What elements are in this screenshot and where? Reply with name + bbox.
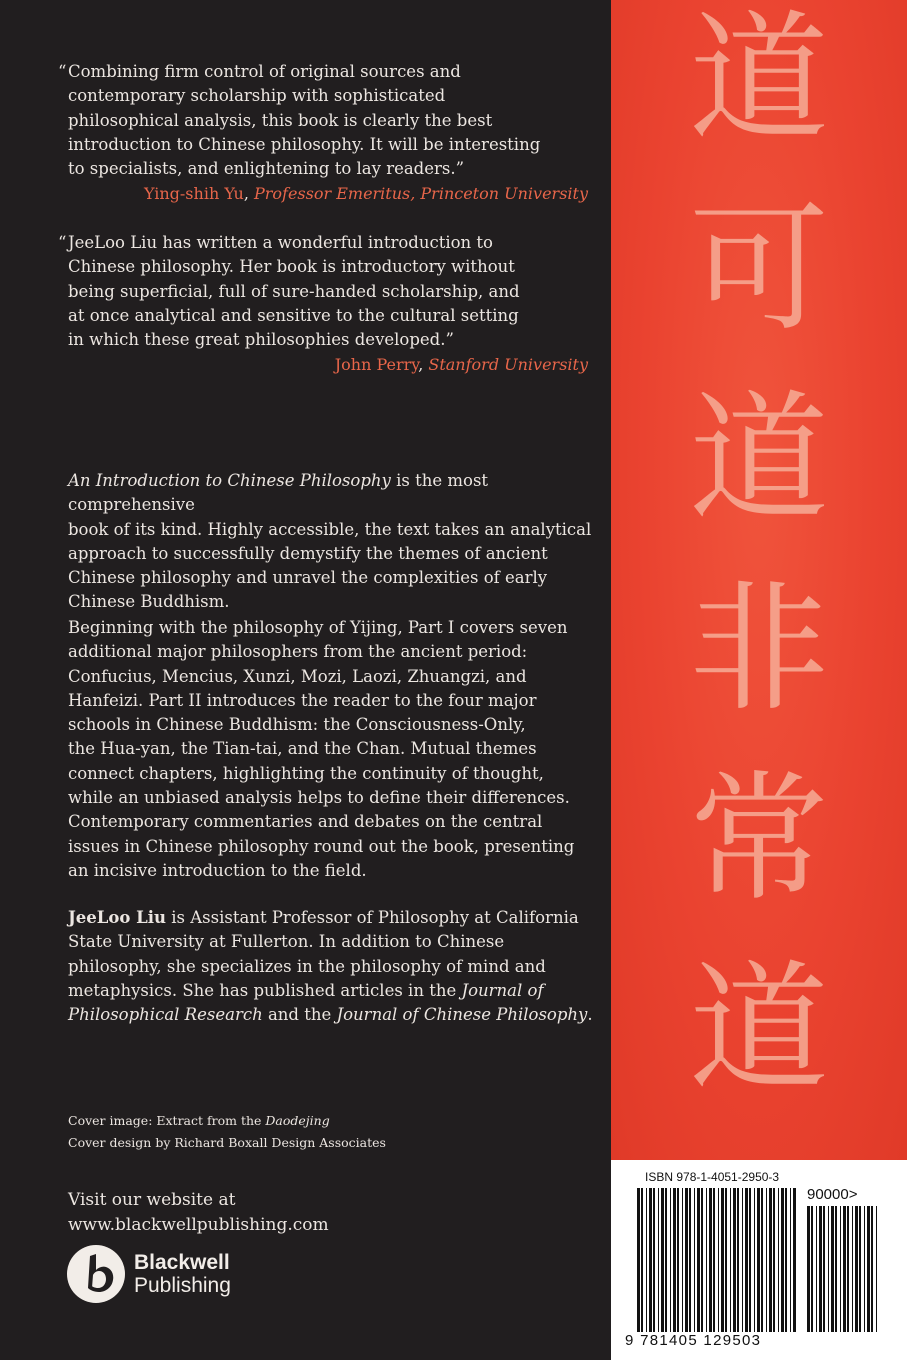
barcode-bar [807,1206,810,1332]
barcode-bar [713,1188,715,1332]
calligraphy-character: 可 [688,188,829,351]
barcode-bar [697,1188,700,1332]
bio-line: State University at Fullerton. In addition to Chinese [68,932,505,952]
endorsement-quote-2 [58,231,588,378]
barcode-bar [778,1188,779,1332]
website-url[interactable]: www.blackwellpublishing.com [68,1215,329,1235]
ean-digits: 9 781405 129503 [625,1332,762,1349]
cover-image-title: Daodejing [265,1113,330,1128]
barcode-bar [646,1188,647,1332]
book-contents-paragraph [68,616,574,883]
barcode-bar [653,1188,655,1332]
contents-line: issues in Chinese philosophy round out the book, presenting [68,836,575,856]
calligraphy-character: 道 [688,0,829,161]
barcode-bar [749,1188,751,1332]
bio-line: philosophy, she specializes in the philosophy of mind and [68,956,546,976]
barcode-bar [689,1188,691,1332]
publisher-name: Blackwell [134,1251,230,1274]
barcode-bar [766,1188,767,1332]
quote-line: to specialists, and enlightening to lay readers.” [68,159,465,179]
journal-title: Philosophical Research [68,1005,263,1025]
endorser-affiliation: Professor Emeritus, Princeton University [253,184,588,204]
barcode-bar [682,1188,683,1332]
barcode-bar [811,1206,813,1332]
calligraphy-character: 常 [688,758,829,921]
barcode-bar [641,1188,643,1332]
barcode-bar [816,1206,817,1332]
contents-line: an incisive introduction to the field. [68,860,367,880]
description-line: Chinese philosophy and unravel the complexities of early [68,568,548,588]
barcode-bar [745,1188,748,1332]
contents-line: Hanfeizi. Part II introduces the reader to the four major [68,690,537,710]
barcode-bar [733,1188,736,1332]
contents-line: Beginning with the philosophy of Yijing, Part I covers seven [68,618,568,637]
barcode-bar [754,1188,755,1332]
quote-line: being superficial, full of sure-handed scholarship, and [68,281,520,301]
quote-line: JeeLoo Liu has written a wonderful introduction to [68,233,493,252]
author-name: JeeLoo Liu [68,908,167,927]
barcode-bar [867,1206,870,1332]
author-bio: JeeLoo Liu is Assistant Professor of Philosophy at California State University at Fullerton. In addition to Chinese philosophy, she specializes in the philosophy of mind and metaphysics. She has published articles in the Journal of Philosophical Research and the Journal of Chinese Philosophy. [68,908,593,1025]
barcode-bar [649,1188,652,1332]
quote-line: in which these great philosophies developed.” [68,330,454,350]
description-line: book of its kind. Highly accessible, the text takes an analytical [68,519,592,539]
barcode-bar [694,1188,695,1332]
endorser-affiliation: Stanford University [428,355,588,375]
barcode-bar [709,1188,712,1332]
open-quote-mark: “ [58,62,67,81]
barcode-bar [819,1206,822,1332]
barcode-bar [769,1188,772,1332]
barcode-bar [864,1206,865,1332]
quote-line: Combining firm control of original sources and [68,62,461,81]
quote-line: contemporary scholarship with sophisticated [68,86,446,106]
barcode-bar [859,1206,861,1332]
barcode-bar [823,1206,825,1332]
publisher-name-sub: Publishing [134,1274,231,1297]
book-description: An Introduction to Chinese Philosophy is the most comprehensive book of its kind. Highly accessible, the text takes an analytical approach to successfully demystify the themes of ancient Chinese philosophy and unravel the complexities of early Chinese Buddhism. [68,469,611,615]
barcode-bar [790,1188,791,1332]
barcode-bar [852,1206,853,1332]
barcode-bar [677,1188,679,1332]
barcode-bar [831,1206,834,1332]
barcode-bar [781,1188,784,1332]
calligraphy-character: 道 [688,948,829,1111]
website-label: Visit our website at [68,1190,236,1210]
calligraphy-character: 非 [688,568,829,731]
addon-barcode [807,1206,879,1332]
barcode-bar [840,1206,841,1332]
journal-title: Journal of Chinese Philosophy [336,1005,588,1025]
barcode-bar [661,1188,664,1332]
barcode-bar [637,1188,640,1332]
quote-attribution: John Perry, Stanford University [334,355,588,375]
contents-line: the Hua-yan, the Tian-tai, and the Chan. Mutual themes [68,739,537,759]
barcode-bar [785,1188,787,1332]
barcode-bar [847,1206,849,1332]
description-line: Chinese Buddhism. [68,592,230,612]
barcode-bar [876,1206,877,1332]
barcode-bar [665,1188,667,1332]
barcode-bar [757,1188,760,1332]
barcode-bar [843,1206,846,1332]
quote-line: introduction to Chinese philosophy. It will be interesting [68,134,541,154]
open-quote-mark: “ [58,233,67,252]
journal-title: Journal of [461,980,544,1000]
barcode-bar [742,1188,743,1332]
barcode-bar [673,1188,676,1332]
barcode-bar [835,1206,837,1332]
barcode-bar [761,1188,763,1332]
barcode-bar [701,1188,703,1332]
endorser-name: Ying-shih Yu [143,184,244,204]
endorser-name: John Perry [334,355,419,375]
barcode-bar [658,1188,659,1332]
contents-line: Contemporary commentaries and debates on the central [68,812,543,832]
description-line: approach to successfully demystify the themes of ancient [68,543,548,563]
contents-line: Confucius, Mencius, Xunzi, Mozi, Laozi, Zhuangzi, and [68,666,527,686]
contents-line: additional major philosophers from the ancient period: [68,642,528,662]
ean-barcode [637,1188,797,1332]
barcode-bar [737,1188,739,1332]
barcode-bar [706,1188,707,1332]
quote-line: at once analytical and sensitive to the cultural setting [68,305,519,325]
contents-line: schools in Chinese Buddhism: the Consciousness-Only, [68,715,526,735]
publisher-logo [66,1244,231,1304]
barcode-area [611,1160,907,1360]
isbn-text: ISBN 978-1-4051-2950-3 [645,1170,780,1184]
barcode-bar [773,1188,775,1332]
barcode-bar [718,1188,719,1332]
cover-credits: Cover image: Extract from the Daodejing Cover design by Richard Boxall Design Associates [68,1110,386,1154]
price-code: 90000> [807,1186,858,1203]
blackwell-logo-icon [66,1244,126,1304]
barcode-bar [730,1188,731,1332]
contents-line: while an unbiased analysis helps to define their differences. [68,788,570,808]
calligraphy-panel [611,0,907,1160]
quote-attribution: Ying-shih Yu, Professor Emeritus, Princeton University [143,184,588,204]
barcode-bar [828,1206,829,1332]
endorsement-quote-1 [58,60,588,207]
barcode-bar [721,1188,724,1332]
website-block [68,1188,329,1238]
calligraphy-character: 道 [688,378,829,541]
quote-line: philosophical analysis, this book is clearly the best [68,110,493,130]
quote-line: Chinese philosophy. Her book is introductory without [68,257,515,277]
barcode-bar [685,1188,688,1332]
barcode-bar [871,1206,873,1332]
barcode-bar [670,1188,671,1332]
contents-line: connect chapters, highlighting the continuity of thought, [68,763,544,783]
barcode-bar [793,1188,796,1332]
cover-design-credit: Cover design by Richard Boxall Design Associates [68,1135,386,1150]
barcode-bar [855,1206,858,1332]
book-title: An Introduction to Chinese Philosophy [68,471,391,490]
barcode-bar [725,1188,727,1332]
